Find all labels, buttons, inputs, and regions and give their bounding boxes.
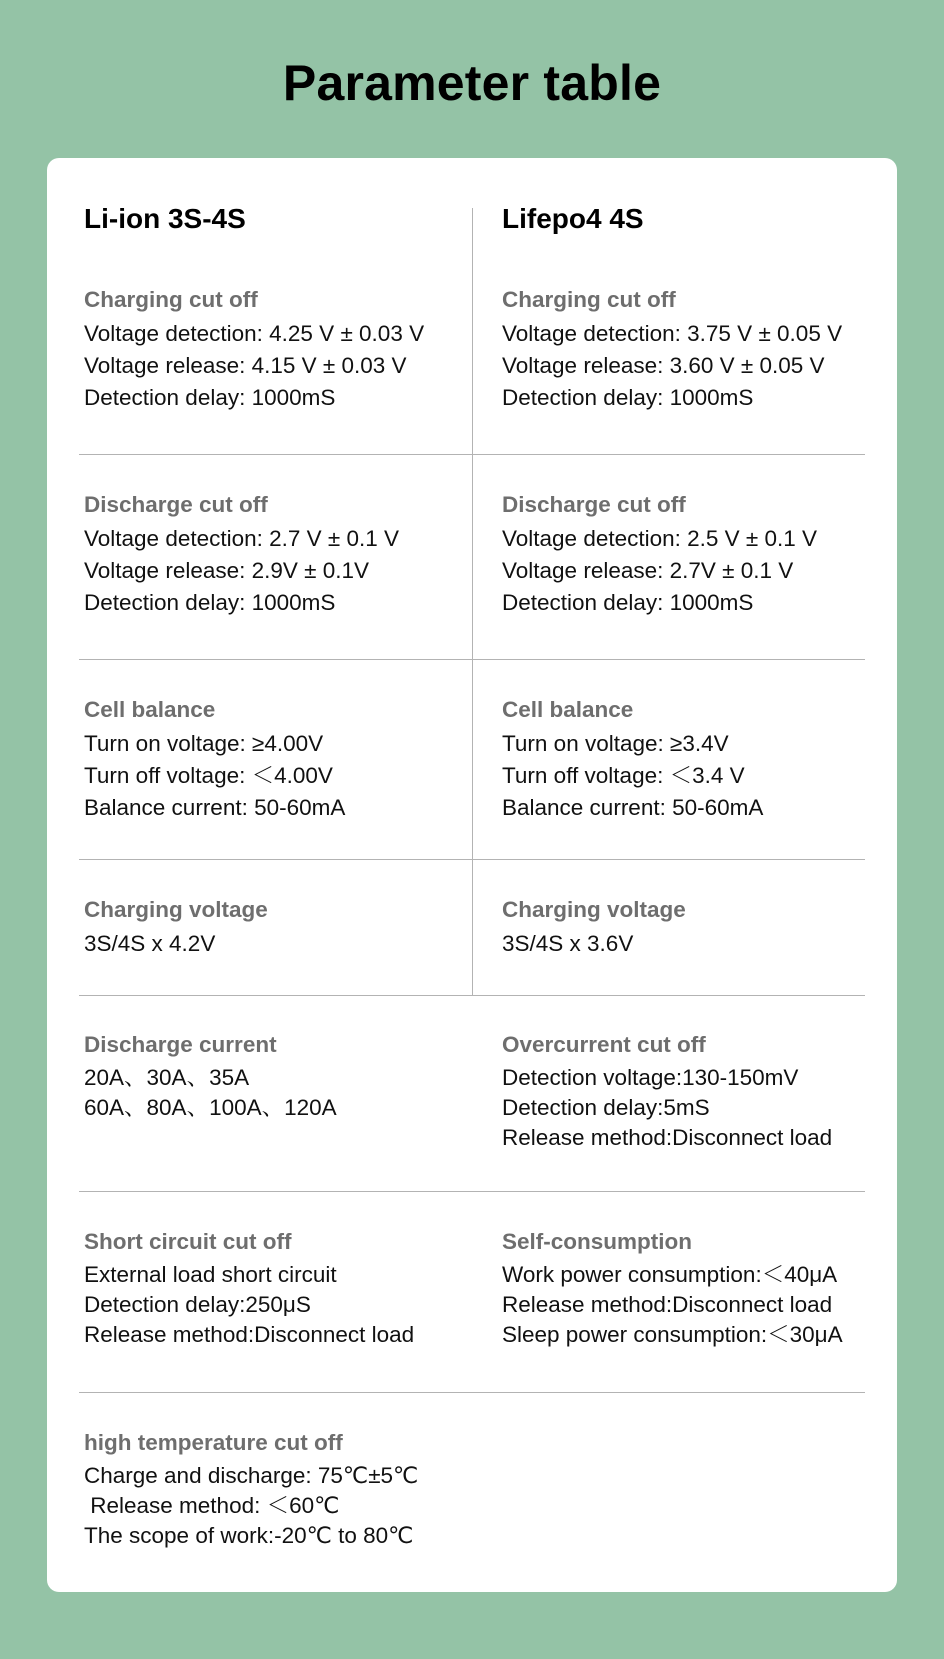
section-heading: Self-consumption — [502, 1229, 692, 1254]
discharge-current — [84, 1031, 454, 1123]
section-heading: Discharge cut off — [502, 492, 686, 517]
param-line: Detection delay: 1000mS — [84, 590, 336, 615]
param-line: Detection delay:5mS — [502, 1095, 710, 1120]
cell-balance-lifepo4 — [502, 696, 872, 824]
param-line: Voltage detection: 3.75 V ± 0.05 V — [502, 321, 843, 346]
param-line: Turn on voltage: ≥3.4V — [502, 731, 729, 756]
section-heading: Overcurrent cut off — [502, 1032, 706, 1057]
column-divider — [472, 208, 473, 995]
param-line: Voltage detection: 2.5 V ± 0.1 V — [502, 526, 818, 551]
row-divider — [79, 454, 865, 455]
param-line: Release method: ＜60℃ — [84, 1493, 340, 1518]
param-line: Balance current: 50-60mA — [502, 795, 764, 820]
param-line: Detection voltage:130-150mV — [502, 1065, 799, 1090]
param-line: Detection delay: 1000mS — [502, 385, 754, 410]
row-divider — [79, 859, 865, 860]
row-divider — [79, 995, 865, 996]
param-line: Release method:Disconnect load — [502, 1292, 833, 1317]
param-line: The scope of work:-20℃ to 80℃ — [84, 1523, 414, 1548]
section-heading: Charging cut off — [502, 287, 676, 312]
section-heading: Cell balance — [502, 697, 634, 722]
section-heading: Discharge cut off — [84, 492, 268, 517]
overcurrent-cutoff — [502, 1031, 872, 1153]
param-line: Voltage release: 2.9V ± 0.1V — [84, 558, 370, 583]
param-line: Release method:Disconnect load — [84, 1322, 415, 1347]
param-line: Balance current: 50-60mA — [84, 795, 346, 820]
column-title-lifepo4: Lifepo4 4S — [502, 203, 644, 234]
charging-cutoff-li-ion — [84, 286, 454, 414]
param-line: Charge and discharge: 75℃±5℃ — [84, 1463, 419, 1488]
section-heading: Charging voltage — [84, 897, 268, 922]
short-circuit-cutoff — [84, 1228, 454, 1350]
high-temperature-cutoff — [84, 1429, 454, 1551]
section-heading: Charging cut off — [84, 287, 258, 312]
discharge-cutoff-lifepo4 — [502, 491, 872, 619]
param-line: Turn on voltage: ≥4.00V — [84, 731, 324, 756]
param-line: Voltage release: 3.60 V ± 0.05 V — [502, 353, 825, 378]
charging-cutoff-lifepo4 — [502, 286, 872, 414]
param-line: 60A、80A、100A、120A — [84, 1095, 337, 1120]
param-line: Detection delay: 1000mS — [502, 590, 754, 615]
section-heading: Short circuit cut off — [84, 1229, 292, 1254]
param-line: 3S/4S x 3.6V — [502, 931, 634, 956]
param-line: Turn off voltage: ＜3.4 V — [502, 763, 745, 788]
param-line: Sleep power consumption:＜30μA — [502, 1322, 843, 1347]
row-divider — [79, 1392, 865, 1393]
param-line: Voltage detection: 2.7 V ± 0.1 V — [84, 526, 400, 551]
row-divider — [79, 659, 865, 660]
param-line: Work power consumption:＜40μA — [502, 1262, 838, 1287]
discharge-cutoff-li-ion — [84, 491, 454, 619]
self-consumption — [502, 1228, 872, 1350]
charging-voltage-lifepo4 — [502, 896, 872, 960]
param-line: External load short circuit — [84, 1262, 337, 1287]
param-line: 20A、30A、35A — [84, 1065, 250, 1090]
parameter-card — [47, 158, 897, 1592]
section-heading: Discharge current — [84, 1032, 277, 1057]
param-line: Detection delay: 1000mS — [84, 385, 336, 410]
param-line: Voltage release: 4.15 V ± 0.03 V — [84, 353, 407, 378]
param-line: Voltage release: 2.7V ± 0.1 V — [502, 558, 794, 583]
param-line: Release method:Disconnect load — [502, 1125, 833, 1150]
page-title: Parameter table — [282, 55, 662, 111]
row-divider — [79, 1191, 865, 1192]
section-heading: high temperature cut off — [84, 1430, 343, 1455]
param-line: Detection delay:250μS — [84, 1292, 311, 1317]
param-line: Voltage detection: 4.25 V ± 0.03 V — [84, 321, 425, 346]
cell-balance-li-ion — [84, 696, 454, 824]
section-heading: Cell balance — [84, 697, 216, 722]
charging-voltage-li-ion — [84, 896, 454, 960]
column-title-li-ion: Li-ion 3S-4S — [84, 203, 246, 234]
param-line: 3S/4S x 4.2V — [84, 931, 216, 956]
param-line: Turn off voltage: ＜4.00V — [84, 763, 333, 788]
section-heading: Charging voltage — [502, 897, 686, 922]
